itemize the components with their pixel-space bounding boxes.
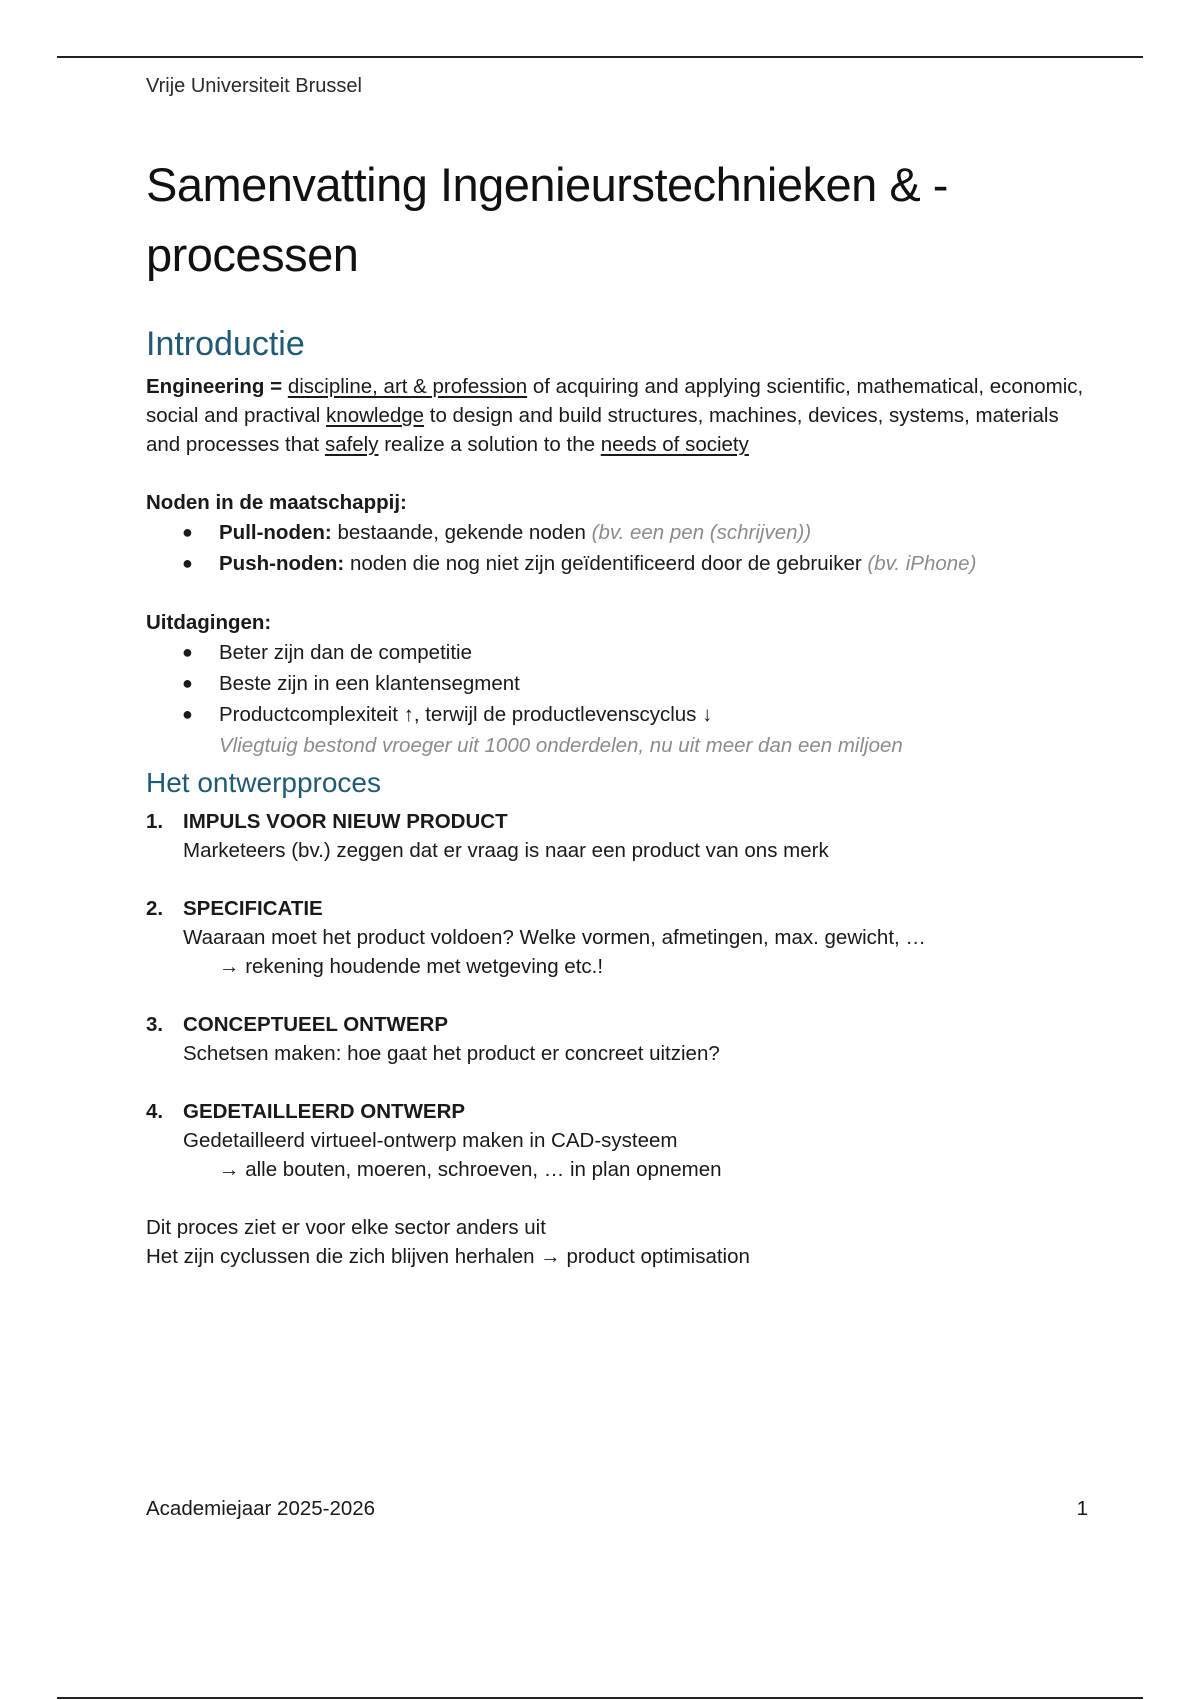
list-item bbox=[182, 668, 1086, 699]
step-text: Schetsen maken: hoe gaat het product er concreet uitzien? bbox=[183, 1042, 720, 1065]
step-number: 3. bbox=[146, 1013, 164, 1036]
challenge-text: Beste zijn in een klantensegment bbox=[219, 672, 520, 695]
need-label: Pull-noden: bbox=[219, 521, 332, 544]
step-subnote: → rekening houdende met wetgeving etc.! bbox=[219, 955, 604, 978]
document-content bbox=[146, 322, 1086, 1271]
challenge-text: Beter zijn dan de competitie bbox=[219, 641, 472, 664]
definition-underline-2: knowledge bbox=[326, 404, 425, 427]
step-title: SPECIFICATIE bbox=[183, 897, 323, 920]
process-step bbox=[146, 1010, 1086, 1068]
bullet-icon: ● bbox=[182, 553, 193, 573]
definition-underline-3: safely bbox=[324, 433, 379, 456]
definition-underline-1: discipline, art & profession bbox=[287, 375, 528, 398]
step-title: CONCEPTUEEL ONTWERP bbox=[183, 1013, 448, 1036]
process-steps bbox=[146, 807, 1086, 1184]
challenge-text: Productcomplexiteit ↑, terwijl de productlevenscyclus ↓ bbox=[219, 703, 713, 726]
closing-line-2: Het zijn cyclussen die zich blijven herhalen → product optimisation bbox=[146, 1245, 750, 1268]
challenges-heading: Uitdagingen: bbox=[146, 611, 272, 634]
list-item bbox=[182, 517, 1086, 548]
bottom-rule bbox=[57, 1697, 1143, 1699]
list-item bbox=[182, 548, 1086, 579]
bullet-icon: ● bbox=[182, 673, 193, 693]
process-step bbox=[146, 807, 1086, 865]
definition-text-3: realize a solution to the bbox=[384, 433, 596, 456]
footer-academic-year: Academiejaar 2025-2026 bbox=[146, 1497, 376, 1520]
bullet-icon: ● bbox=[182, 704, 193, 724]
need-text: bestaande, gekende noden bbox=[337, 521, 586, 544]
step-subnote: → alle bouten, moeren, schroeven, … in plan opnemen bbox=[219, 1158, 722, 1181]
closing-line-1: Dit proces ziet er voor elke sector anders uit bbox=[146, 1216, 546, 1239]
step-text: Gedetailleerd virtueel-ontwerp maken in CAD-systeem bbox=[183, 1129, 678, 1152]
step-title: IMPULS VOOR NIEUW PRODUCT bbox=[183, 810, 508, 833]
page-number: 1 bbox=[1076, 1497, 1088, 1520]
list-item bbox=[182, 637, 1086, 668]
definition-text-1: of acquiring and applying scientific, mathematical, economic, social and practival bbox=[146, 375, 1084, 427]
challenge-note: Vliegtuig bestond vroeger uit 1000 onderdelen, nu uit meer dan een miljoen bbox=[219, 734, 903, 757]
heading-ontwerpproces: Het ontwerpproces bbox=[146, 767, 382, 798]
definition-underline-4: needs of society bbox=[600, 433, 749, 456]
need-text: noden die nog niet zijn geïdentificeerd door de gebruiker bbox=[349, 552, 862, 575]
step-number: 2. bbox=[146, 897, 164, 920]
need-label: Push-noden: bbox=[219, 552, 345, 575]
bullet-icon: ● bbox=[182, 642, 193, 662]
process-step bbox=[146, 1097, 1086, 1184]
footer bbox=[146, 1497, 1088, 1521]
list-item bbox=[182, 699, 1086, 761]
document-title: Samenvatting Ingenieurstechnieken & - processen bbox=[146, 158, 948, 281]
definition-term: Engineering = bbox=[146, 375, 283, 398]
header-institution: Vrije Universiteit Brussel bbox=[146, 75, 362, 97]
step-text: Waaraan moet het product voldoen? Welke vormen, afmetingen, max. gewicht, … bbox=[183, 926, 926, 949]
need-note: (bv. iPhone) bbox=[867, 552, 977, 575]
challenges-list bbox=[146, 637, 1086, 761]
needs-heading: Noden in de maatschappij: bbox=[146, 491, 407, 514]
needs-list bbox=[146, 517, 1086, 579]
heading-introductie: Introductie bbox=[146, 325, 305, 363]
step-title: GEDETAILLEERD ONTWERP bbox=[183, 1100, 466, 1123]
need-note: (bv. een pen (schrijven)) bbox=[591, 521, 812, 544]
step-number: 1. bbox=[146, 810, 164, 833]
step-text: Marketeers (bv.) zeggen dat er vraag is naar een product van ons merk bbox=[183, 839, 829, 862]
bullet-icon: ● bbox=[182, 522, 193, 542]
definition-text-2: to design and build structures, machines, devices, systems, materials and processes that bbox=[146, 404, 1059, 456]
process-step bbox=[146, 894, 1086, 981]
top-rule bbox=[57, 56, 1143, 58]
step-number: 4. bbox=[146, 1100, 164, 1123]
engineering-definition bbox=[146, 372, 1086, 459]
